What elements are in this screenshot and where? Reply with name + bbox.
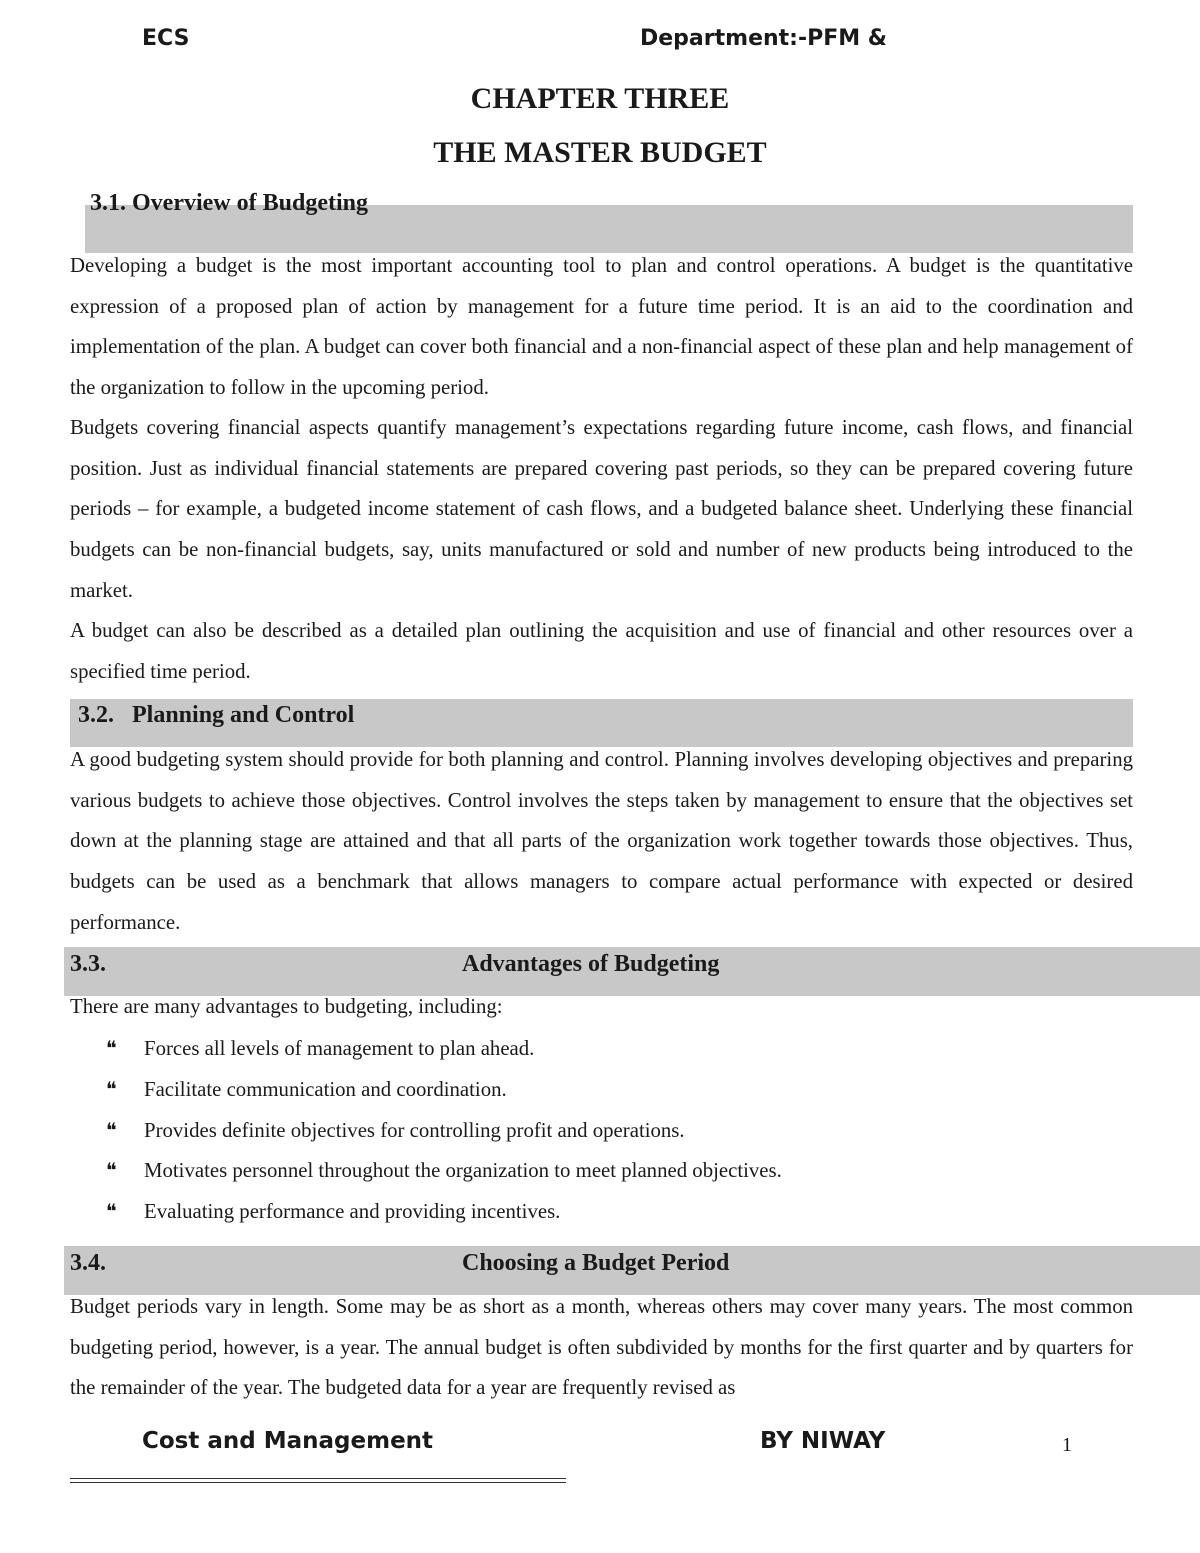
bullet-icon: ❝	[106, 1158, 117, 1182]
bullet-icon: ❝	[106, 1036, 117, 1060]
bullet-icon: ❝	[106, 1199, 117, 1223]
section-title: Overview of Budgeting	[132, 190, 368, 216]
section-title: Planning and Control	[132, 702, 355, 728]
list-item: ❝ Motivates personnel throughout the organization to meet planned objectives.	[106, 1158, 782, 1182]
section-title: Advantages of Budgeting	[462, 951, 720, 977]
paragraph: There are many advantages to budgeting, including:	[70, 995, 503, 1018]
section-number: 3.2.	[78, 702, 114, 728]
chapter-number: CHAPTER THREE	[470, 82, 730, 115]
page-number: 1	[1062, 1434, 1072, 1456]
paragraph: Developing a budget is the most important accounting tool to plan and control operations. A budget is the quantitative expression of a proposed plan of action by management for a future time period. It is an aid to the coordination and implementation of the plan. A budget can cover both financial and a non-financial aspect of these plan and help management of the organization to follow in the upcoming period.	[70, 254, 1133, 400]
paragraph: A budget can also be described as a detailed plan outlining the acquisition and use of financial and other resources over a specified time period.	[70, 619, 1133, 683]
list-item: ❝ Evaluating performance and providing incentives.	[106, 1199, 561, 1223]
list-item: ❝ Facilitate communication and coordination.	[106, 1077, 507, 1101]
section-number: 3.4.	[70, 1250, 106, 1276]
footer-rule	[70, 1482, 566, 1483]
section-number: 3.3.	[70, 951, 106, 977]
section-heading-3-1	[90, 190, 368, 217]
bullet-icon: ❝	[106, 1077, 117, 1101]
list-item: ❝ Forces all levels of management to plan ahead.	[106, 1036, 535, 1060]
footer-left: Cost and Management	[142, 1428, 434, 1454]
list-item: ❝ Provides definite objectives for controlling profit and operations.	[106, 1118, 685, 1142]
header-left: ECS	[142, 26, 190, 51]
section-number: 3.1.	[90, 190, 126, 216]
paragraph: Budget periods vary in length. Some may be as short as a month, whereas others may cover many years. The most common budgeting period, however, is a year. The annual budget is often subdivided by months for the first quarter and by quarters for the remainder of the year. The budgeted data for a year are frequently revised as	[70, 1295, 1133, 1400]
bullet-icon: ❝	[106, 1118, 117, 1142]
header-right: Department:-PFM &	[640, 26, 887, 51]
footer-rule	[70, 1478, 566, 1479]
chapter-title: THE MASTER BUDGET	[433, 136, 767, 169]
paragraph: Budgets covering financial aspects quantify management’s expectations regarding future income, cash flows, and financial position. Just as individual financial statements are prepared covering past periods, so they can be prepared covering future periods – for example, a budgeted income statement of cash flows, and a budgeted balance sheet. Underlying these financial budgets can be non-financial budgets, say, units manufactured or sold and number of new products being introduced to the market.	[70, 416, 1133, 602]
paragraph: A good budgeting system should provide for both planning and control. Planning involves developing objectives and preparing various budgets to achieve those objectives. Control involves the steps taken by management to ensure that the objectives set down at the planning stage are attained and that all parts of the organization work together towards those objectives. Thus, budgets can be used as a benchmark that allows managers to compare actual performance with expected or desired performance.	[70, 748, 1133, 934]
section-heading-3-2	[78, 702, 354, 729]
section-title: Choosing a Budget Period	[462, 1250, 730, 1276]
footer-right: BY NIWAY	[760, 1428, 886, 1454]
